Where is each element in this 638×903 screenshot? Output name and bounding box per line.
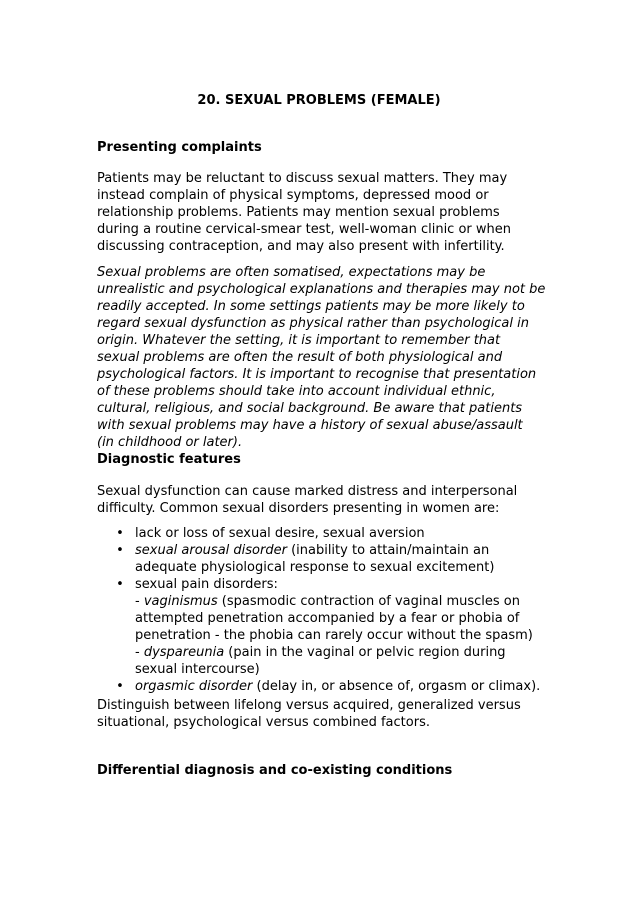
text-line: Patients may be reluctant to discuss sexual matters. They may (97, 171, 508, 186)
text: sexual pain disorders: (135, 577, 278, 592)
heading-diagnostic-features: Diagnostic features (97, 452, 241, 467)
term: sexual arousal disorder (135, 543, 287, 558)
list-item (97, 542, 547, 576)
text: penetration - the phobia can rarely occur without the spasm) (135, 628, 533, 643)
text: (pain in the vaginal or pelvic region during (224, 645, 506, 660)
text-line: Distinguish between lifelong versus acquired, generalized versus (97, 698, 521, 713)
bullet-icon: • (116, 679, 124, 694)
text-line: regard sexual dysfunction as physical rather than psychological in (97, 316, 529, 331)
disorder-list (97, 525, 547, 695)
term: orgasmic disorder (135, 679, 253, 694)
text-line: Sexual problems are often somatised, expectations may be (97, 265, 486, 280)
paragraph-diagnostic (97, 483, 547, 517)
list-item (97, 525, 547, 542)
text-line: situational, psychological versus combined factors. (97, 715, 430, 730)
paragraph-presenting-1 (97, 170, 547, 255)
text-line: cultural, religious, and social background. Be aware that patients (97, 401, 523, 416)
text-line: Sexual dysfunction can cause marked distress and interpersonal (97, 484, 518, 499)
text-line: of these problems should take into account individual ethnic, (97, 384, 496, 399)
text: (delay in, or absence of, orgasm or climax). (252, 679, 541, 694)
bullet-icon: • (116, 543, 124, 558)
text-line: discussing contraception, and may also present with infertility. (97, 239, 505, 254)
text-line: instead complain of physical symptoms, depressed mood or (97, 188, 489, 203)
text: (spasmodic contraction of vaginal muscles on (217, 594, 520, 609)
text-line: during a routine cervical-smear test, well-woman clinic or when (97, 222, 511, 237)
term: vaginismus (143, 594, 218, 609)
text: (inability to attain/maintain an (286, 543, 490, 558)
heading-differential-diagnosis: Differential diagnosis and co-existing conditions (97, 763, 453, 778)
text: attempted penetration accompanied by a fear or phobia of (135, 611, 520, 626)
text-line: origin. Whatever the setting, it is important to remember that (97, 333, 501, 348)
bullet-icon: • (116, 526, 124, 541)
text-line: difficulty. Common sexual disorders presenting in women are: (97, 501, 500, 516)
text-line: psychological factors. It is important to recognise that presentation (97, 367, 537, 382)
text-line: with sexual problems may have a history of sexual abuse/assault (97, 418, 523, 433)
dash: - (135, 594, 144, 609)
page-title: 20. SEXUAL PROBLEMS (FEMALE) (197, 93, 441, 108)
list-item (97, 576, 547, 678)
term: dyspareunia (143, 645, 225, 660)
heading-presenting-complaints: Presenting complaints (97, 140, 262, 155)
text: lack or loss of sexual desire, sexual aversion (135, 526, 425, 541)
paragraph-distinguish (97, 697, 547, 731)
text-line: sexual problems are often the result of both physiological and (97, 350, 503, 365)
text-line: unrealistic and psychological explanations and therapies may not be (97, 282, 546, 297)
paragraph-presenting-2 (97, 264, 547, 451)
text-line: relationship problems. Patients may mention sexual problems (97, 205, 500, 220)
text-line: readily accepted. In some settings patients may be more likely to (97, 299, 525, 314)
list-item (97, 678, 547, 695)
text: sexual intercourse) (135, 662, 260, 677)
dash: - (135, 645, 144, 660)
text-line: (in childhood or later). (97, 435, 243, 450)
bullet-icon: • (116, 577, 124, 592)
text: adequate physiological response to sexual excitement) (135, 560, 495, 575)
